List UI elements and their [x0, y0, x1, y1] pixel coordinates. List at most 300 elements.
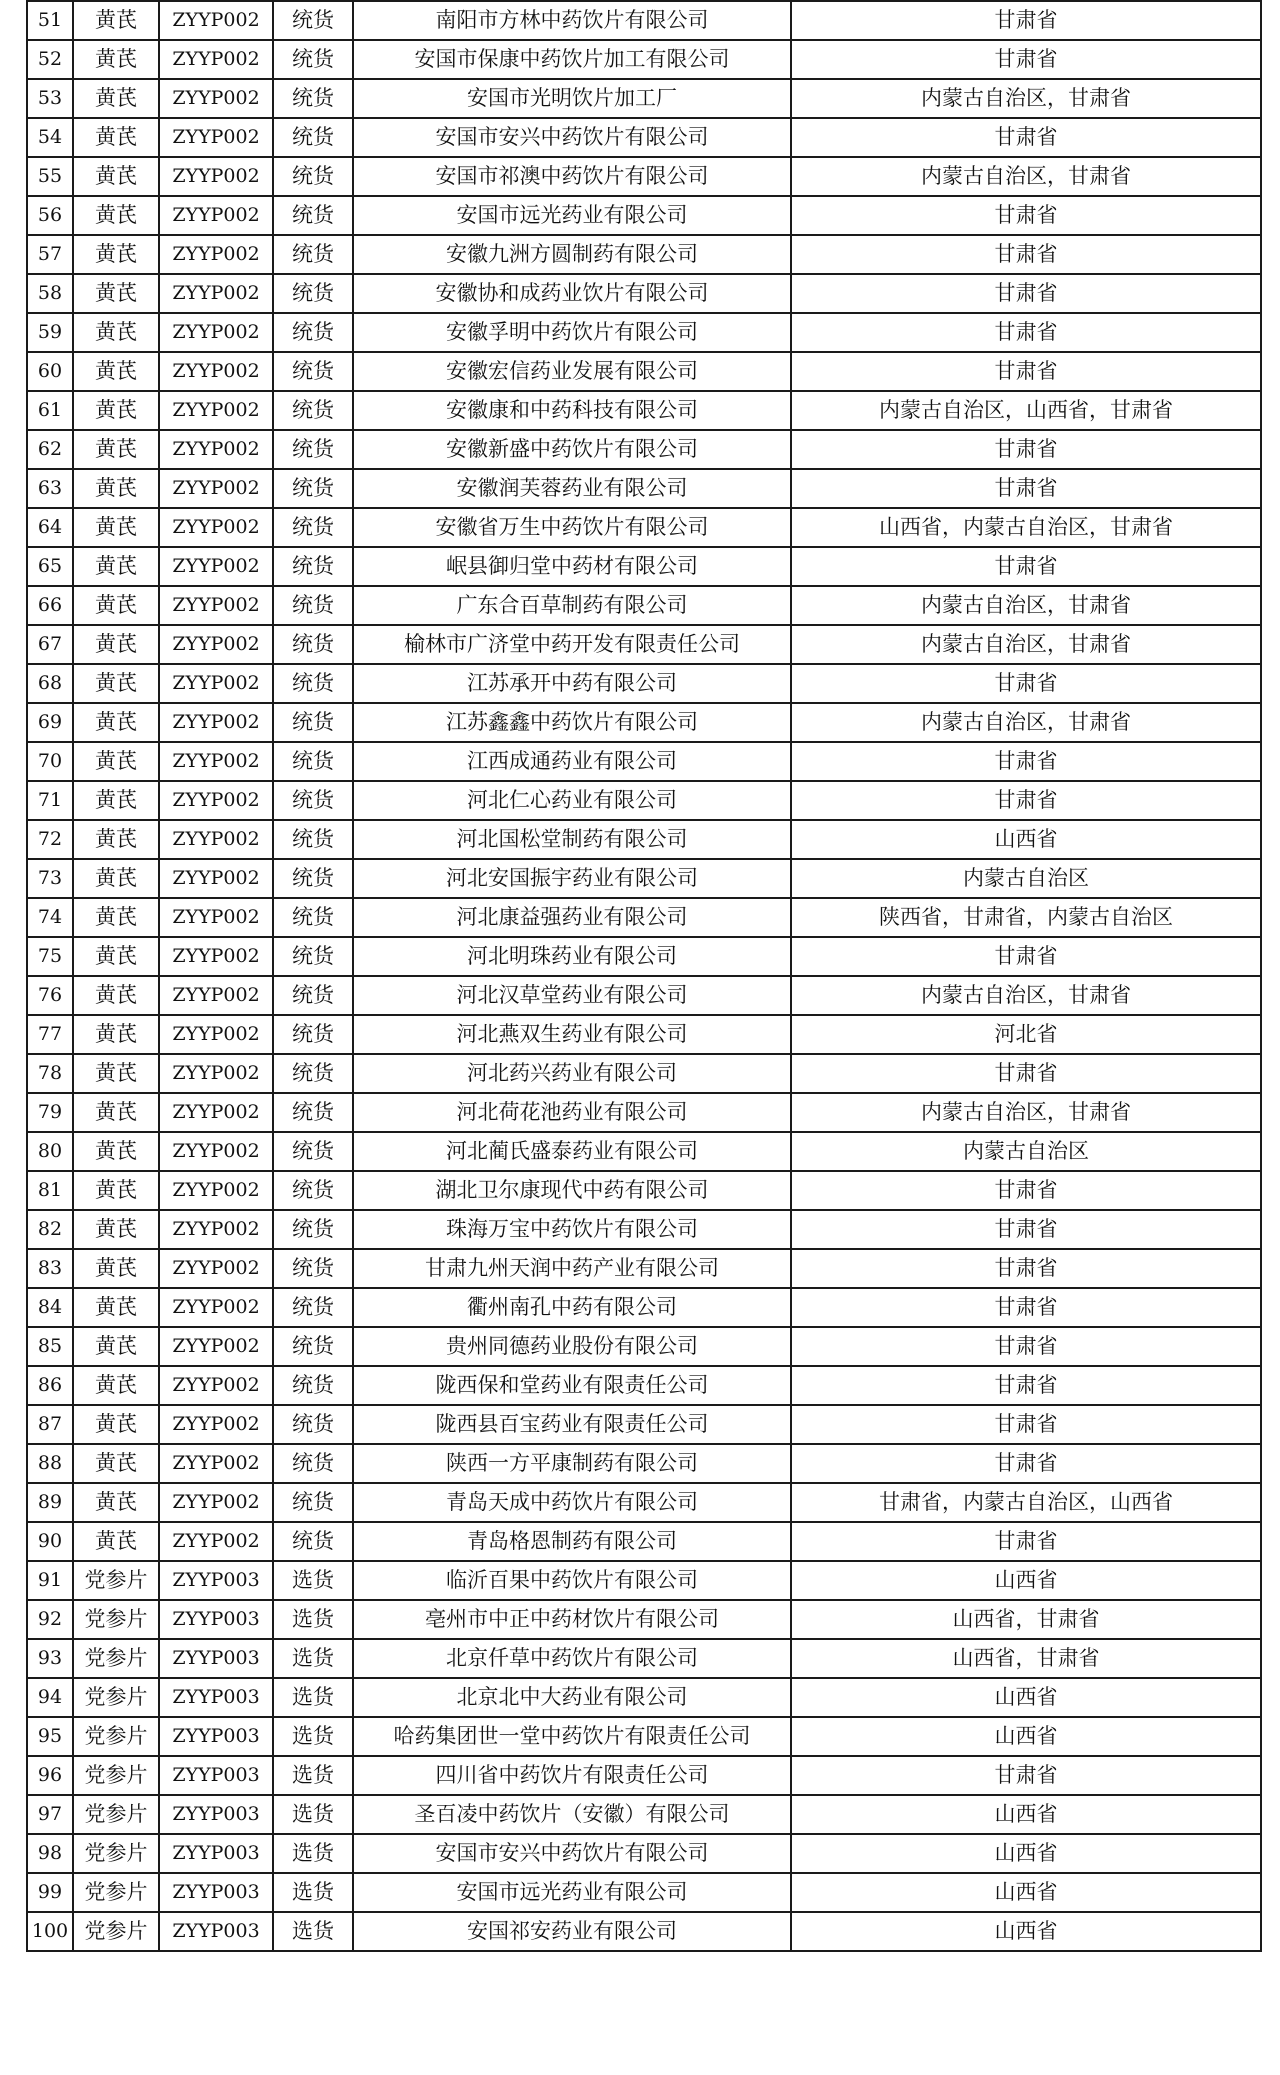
company-name-cell: 安徽宏信药业发展有限公司: [353, 352, 791, 391]
grade-type-cell: 选货: [273, 1639, 353, 1678]
row-number-cell: 77: [27, 1015, 73, 1054]
row-number-cell: 94: [27, 1678, 73, 1717]
item-code-cell: ZYYP002: [159, 1132, 273, 1171]
company-name-cell: 哈药集团世一堂中药饮片有限责任公司: [353, 1717, 791, 1756]
origin-regions-cell: 甘肃省: [791, 1327, 1261, 1366]
row-number-cell: 67: [27, 625, 73, 664]
item-code-cell: ZYYP002: [159, 625, 273, 664]
origin-regions-cell: 甘肃省: [791, 1210, 1261, 1249]
origin-regions-cell: 甘肃省: [791, 547, 1261, 586]
origin-regions-cell: 甘肃省: [791, 274, 1261, 313]
origin-regions-cell: 山西省，内蒙古自治区，甘肃省: [791, 508, 1261, 547]
item-code-cell: ZYYP002: [159, 313, 273, 352]
item-code-cell: ZYYP002: [159, 1171, 273, 1210]
company-name-cell: 安国市祁澳中药饮片有限公司: [353, 157, 791, 196]
table-row: [27, 1834, 1261, 1873]
row-number-cell: 56: [27, 196, 73, 235]
origin-regions-cell: 甘肃省: [791, 1171, 1261, 1210]
row-number-cell: 91: [27, 1561, 73, 1600]
item-name-cell: 党参片: [73, 1912, 159, 1951]
company-name-cell: 安国市保康中药饮片加工有限公司: [353, 40, 791, 79]
company-name-cell: 圣百凌中药饮片（安徽）有限公司: [353, 1795, 791, 1834]
table-row: [27, 469, 1261, 508]
item-name-cell: 黄芪: [73, 430, 159, 469]
table-row: [27, 430, 1261, 469]
item-code-cell: ZYYP003: [159, 1912, 273, 1951]
table-row: [27, 1171, 1261, 1210]
origin-regions-cell: 内蒙古自治区，甘肃省: [791, 1093, 1261, 1132]
table-row: [27, 274, 1261, 313]
grade-type-cell: 统货: [273, 508, 353, 547]
company-name-cell: 衢州南孔中药有限公司: [353, 1288, 791, 1327]
table-row: [27, 820, 1261, 859]
company-name-cell: 河北蔺氏盛泰药业有限公司: [353, 1132, 791, 1171]
company-name-cell: 河北荷花池药业有限公司: [353, 1093, 791, 1132]
table-row: [27, 1639, 1261, 1678]
origin-regions-cell: 甘肃省: [791, 196, 1261, 235]
table-row: [27, 1756, 1261, 1795]
item-name-cell: 党参片: [73, 1561, 159, 1600]
company-name-cell: 陕西一方平康制药有限公司: [353, 1444, 791, 1483]
company-name-cell: 北京仟草中药饮片有限公司: [353, 1639, 791, 1678]
item-name-cell: 党参片: [73, 1756, 159, 1795]
row-number-cell: 86: [27, 1366, 73, 1405]
company-name-cell: 安国市安兴中药饮片有限公司: [353, 118, 791, 157]
origin-regions-cell: 甘肃省: [791, 352, 1261, 391]
item-name-cell: 党参片: [73, 1639, 159, 1678]
row-number-cell: 59: [27, 313, 73, 352]
grade-type-cell: 选货: [273, 1678, 353, 1717]
data-table: [26, 0, 1262, 1952]
row-number-cell: 75: [27, 937, 73, 976]
item-code-cell: ZYYP003: [159, 1561, 273, 1600]
grade-type-cell: 统货: [273, 820, 353, 859]
table-row: [27, 586, 1261, 625]
company-name-cell: 河北康益强药业有限公司: [353, 898, 791, 937]
origin-regions-cell: 内蒙古自治区，甘肃省: [791, 976, 1261, 1015]
row-number-cell: 95: [27, 1717, 73, 1756]
table-row: [27, 781, 1261, 820]
item-name-cell: 黄芪: [73, 703, 159, 742]
item-name-cell: 黄芪: [73, 1483, 159, 1522]
item-code-cell: ZYYP003: [159, 1873, 273, 1912]
item-code-cell: ZYYP002: [159, 274, 273, 313]
origin-regions-cell: 内蒙古自治区，甘肃省: [791, 157, 1261, 196]
item-name-cell: 黄芪: [73, 1015, 159, 1054]
row-number-cell: 54: [27, 118, 73, 157]
company-name-cell: 陇西保和堂药业有限责任公司: [353, 1366, 791, 1405]
row-number-cell: 99: [27, 1873, 73, 1912]
item-name-cell: 黄芪: [73, 1054, 159, 1093]
grade-type-cell: 统货: [273, 40, 353, 79]
grade-type-cell: 统货: [273, 625, 353, 664]
row-number-cell: 79: [27, 1093, 73, 1132]
item-code-cell: ZYYP003: [159, 1795, 273, 1834]
table-row: [27, 1483, 1261, 1522]
item-code-cell: ZYYP002: [159, 1093, 273, 1132]
row-number-cell: 57: [27, 235, 73, 274]
row-number-cell: 51: [27, 1, 73, 40]
company-name-cell: 安国市远光药业有限公司: [353, 196, 791, 235]
row-number-cell: 88: [27, 1444, 73, 1483]
origin-regions-cell: 内蒙古自治区: [791, 859, 1261, 898]
grade-type-cell: 统货: [273, 1093, 353, 1132]
row-number-cell: 89: [27, 1483, 73, 1522]
item-code-cell: ZYYP002: [159, 79, 273, 118]
table-row: [27, 235, 1261, 274]
item-name-cell: 黄芪: [73, 1522, 159, 1561]
item-code-cell: ZYYP003: [159, 1639, 273, 1678]
origin-regions-cell: 陕西省，甘肃省，内蒙古自治区: [791, 898, 1261, 937]
grade-type-cell: 统货: [273, 1, 353, 40]
table-row: [27, 1366, 1261, 1405]
grade-type-cell: 统货: [273, 157, 353, 196]
company-name-cell: 河北药兴药业有限公司: [353, 1054, 791, 1093]
item-code-cell: ZYYP002: [159, 742, 273, 781]
item-name-cell: 黄芪: [73, 508, 159, 547]
company-name-cell: 安徽省万生中药饮片有限公司: [353, 508, 791, 547]
item-code-cell: ZYYP003: [159, 1600, 273, 1639]
table-row: [27, 1015, 1261, 1054]
item-name-cell: 黄芪: [73, 235, 159, 274]
row-number-cell: 71: [27, 781, 73, 820]
table-row: [27, 1444, 1261, 1483]
item-name-cell: 党参片: [73, 1834, 159, 1873]
row-number-cell: 62: [27, 430, 73, 469]
table-row: [27, 313, 1261, 352]
item-name-cell: 黄芪: [73, 118, 159, 157]
company-name-cell: 江苏鑫鑫中药饮片有限公司: [353, 703, 791, 742]
row-number-cell: 66: [27, 586, 73, 625]
table-row: [27, 157, 1261, 196]
grade-type-cell: 统货: [273, 79, 353, 118]
row-number-cell: 87: [27, 1405, 73, 1444]
item-code-cell: ZYYP002: [159, 1210, 273, 1249]
item-code-cell: ZYYP002: [159, 1522, 273, 1561]
table-row: [27, 664, 1261, 703]
item-name-cell: 黄芪: [73, 40, 159, 79]
item-name-cell: 黄芪: [73, 781, 159, 820]
grade-type-cell: 统货: [273, 313, 353, 352]
grade-type-cell: 统货: [273, 1483, 353, 1522]
item-code-cell: ZYYP003: [159, 1756, 273, 1795]
company-name-cell: 南阳市方林中药饮片有限公司: [353, 1, 791, 40]
origin-regions-cell: 山西省: [791, 1873, 1261, 1912]
grade-type-cell: 统货: [273, 1444, 353, 1483]
item-code-cell: ZYYP002: [159, 1444, 273, 1483]
origin-regions-cell: 甘肃省: [791, 1444, 1261, 1483]
table-row: [27, 1795, 1261, 1834]
item-name-cell: 黄芪: [73, 1210, 159, 1249]
row-number-cell: 93: [27, 1639, 73, 1678]
row-number-cell: 97: [27, 1795, 73, 1834]
item-code-cell: ZYYP002: [159, 235, 273, 274]
grade-type-cell: 统货: [273, 664, 353, 703]
row-number-cell: 74: [27, 898, 73, 937]
row-number-cell: 61: [27, 391, 73, 430]
item-code-cell: ZYYP002: [159, 469, 273, 508]
table-row: [27, 352, 1261, 391]
grade-type-cell: 统货: [273, 1210, 353, 1249]
table-row: [27, 703, 1261, 742]
grade-type-cell: 选货: [273, 1756, 353, 1795]
row-number-cell: 81: [27, 1171, 73, 1210]
grade-type-cell: 统货: [273, 1171, 353, 1210]
company-name-cell: 青岛天成中药饮片有限公司: [353, 1483, 791, 1522]
origin-regions-cell: 甘肃省: [791, 313, 1261, 352]
company-name-cell: 河北明珠药业有限公司: [353, 937, 791, 976]
grade-type-cell: 统货: [273, 1366, 353, 1405]
company-name-cell: 安徽康和中药科技有限公司: [353, 391, 791, 430]
row-number-cell: 100: [27, 1912, 73, 1951]
item-code-cell: ZYYP002: [159, 196, 273, 235]
company-name-cell: 榆林市广济堂中药开发有限责任公司: [353, 625, 791, 664]
item-code-cell: ZYYP002: [159, 1054, 273, 1093]
table-row: [27, 1717, 1261, 1756]
origin-regions-cell: 甘肃省: [791, 1249, 1261, 1288]
table-row: [27, 1327, 1261, 1366]
company-name-cell: 河北燕双生药业有限公司: [353, 1015, 791, 1054]
row-number-cell: 53: [27, 79, 73, 118]
item-code-cell: ZYYP002: [159, 1249, 273, 1288]
grade-type-cell: 统货: [273, 235, 353, 274]
item-name-cell: 党参片: [73, 1873, 159, 1912]
item-code-cell: ZYYP002: [159, 118, 273, 157]
company-name-cell: 青岛格恩制药有限公司: [353, 1522, 791, 1561]
company-name-cell: 河北国松堂制药有限公司: [353, 820, 791, 859]
row-number-cell: 60: [27, 352, 73, 391]
company-name-cell: 岷县御归堂中药材有限公司: [353, 547, 791, 586]
grade-type-cell: 统货: [273, 1249, 353, 1288]
item-code-cell: ZYYP002: [159, 703, 273, 742]
company-name-cell: 湖北卫尔康现代中药有限公司: [353, 1171, 791, 1210]
table-row: [27, 118, 1261, 157]
grade-type-cell: 统货: [273, 352, 353, 391]
item-code-cell: ZYYP002: [159, 40, 273, 79]
origin-regions-cell: 甘肃省: [791, 664, 1261, 703]
item-code-cell: ZYYP002: [159, 937, 273, 976]
grade-type-cell: 选货: [273, 1873, 353, 1912]
origin-regions-cell: 山西省: [791, 1717, 1261, 1756]
company-name-cell: 安徽润芙蓉药业有限公司: [353, 469, 791, 508]
item-code-cell: ZYYP002: [159, 1405, 273, 1444]
origin-regions-cell: 内蒙古自治区，甘肃省: [791, 703, 1261, 742]
company-name-cell: 河北汉草堂药业有限公司: [353, 976, 791, 1015]
origin-regions-cell: 山西省，甘肃省: [791, 1600, 1261, 1639]
table-row: [27, 859, 1261, 898]
origin-regions-cell: 内蒙古自治区，甘肃省: [791, 79, 1261, 118]
item-code-cell: ZYYP002: [159, 430, 273, 469]
company-name-cell: 安徽孚明中药饮片有限公司: [353, 313, 791, 352]
item-code-cell: ZYYP002: [159, 1366, 273, 1405]
company-name-cell: 陇西县百宝药业有限责任公司: [353, 1405, 791, 1444]
company-name-cell: 甘肃九州天润中药产业有限公司: [353, 1249, 791, 1288]
table-row: [27, 937, 1261, 976]
origin-regions-cell: 甘肃省: [791, 937, 1261, 976]
item-code-cell: ZYYP003: [159, 1678, 273, 1717]
table-row: [27, 1249, 1261, 1288]
item-code-cell: ZYYP002: [159, 508, 273, 547]
origin-regions-cell: 甘肃省，内蒙古自治区，山西省: [791, 1483, 1261, 1522]
grade-type-cell: 统货: [273, 1288, 353, 1327]
item-name-cell: 黄芪: [73, 1444, 159, 1483]
origin-regions-cell: 内蒙古自治区，甘肃省: [791, 586, 1261, 625]
origin-regions-cell: 甘肃省: [791, 118, 1261, 157]
grade-type-cell: 统货: [273, 898, 353, 937]
table-row: [27, 1288, 1261, 1327]
row-number-cell: 65: [27, 547, 73, 586]
origin-regions-cell: 山西省: [791, 1912, 1261, 1951]
grade-type-cell: 选货: [273, 1600, 353, 1639]
grade-type-cell: 选货: [273, 1561, 353, 1600]
table-row: [27, 391, 1261, 430]
item-name-cell: 黄芪: [73, 1171, 159, 1210]
table-row: [27, 79, 1261, 118]
item-name-cell: 黄芪: [73, 352, 159, 391]
company-name-cell: 亳州市中正中药材饮片有限公司: [353, 1600, 791, 1639]
item-name-cell: 黄芪: [73, 1, 159, 40]
row-number-cell: 68: [27, 664, 73, 703]
item-name-cell: 黄芪: [73, 1132, 159, 1171]
grade-type-cell: 统货: [273, 1132, 353, 1171]
item-name-cell: 党参片: [73, 1600, 159, 1639]
table-row: [27, 508, 1261, 547]
company-name-cell: 安徽新盛中药饮片有限公司: [353, 430, 791, 469]
table-row: [27, 1210, 1261, 1249]
origin-regions-cell: 山西省: [791, 820, 1261, 859]
item-code-cell: ZYYP002: [159, 157, 273, 196]
table-row: [27, 1405, 1261, 1444]
item-name-cell: 黄芪: [73, 1405, 159, 1444]
grade-type-cell: 统货: [273, 1522, 353, 1561]
item-code-cell: ZYYP002: [159, 1483, 273, 1522]
item-name-cell: 黄芪: [73, 742, 159, 781]
table-row: [27, 742, 1261, 781]
row-number-cell: 76: [27, 976, 73, 1015]
item-name-cell: 黄芪: [73, 586, 159, 625]
row-number-cell: 63: [27, 469, 73, 508]
grade-type-cell: 统货: [273, 742, 353, 781]
company-name-cell: 河北安国振宇药业有限公司: [353, 859, 791, 898]
row-number-cell: 70: [27, 742, 73, 781]
origin-regions-cell: 甘肃省: [791, 1366, 1261, 1405]
item-code-cell: ZYYP002: [159, 547, 273, 586]
item-code-cell: ZYYP002: [159, 1327, 273, 1366]
grade-type-cell: 统货: [273, 196, 353, 235]
origin-regions-cell: 河北省: [791, 1015, 1261, 1054]
grade-type-cell: 统货: [273, 1405, 353, 1444]
grade-type-cell: 统货: [273, 118, 353, 157]
table-row: [27, 1678, 1261, 1717]
item-name-cell: 黄芪: [73, 469, 159, 508]
item-name-cell: 黄芪: [73, 859, 159, 898]
grade-type-cell: 统货: [273, 430, 353, 469]
origin-regions-cell: 甘肃省: [791, 1054, 1261, 1093]
row-number-cell: 98: [27, 1834, 73, 1873]
grade-type-cell: 统货: [273, 1054, 353, 1093]
company-name-cell: 珠海万宝中药饮片有限公司: [353, 1210, 791, 1249]
item-code-cell: ZYYP002: [159, 1015, 273, 1054]
company-name-cell: 北京北中大药业有限公司: [353, 1678, 791, 1717]
origin-regions-cell: 甘肃省: [791, 235, 1261, 274]
company-name-cell: 安徽协和成药业饮片有限公司: [353, 274, 791, 313]
origin-regions-cell: 内蒙古自治区: [791, 1132, 1261, 1171]
item-name-cell: 黄芪: [73, 1288, 159, 1327]
item-name-cell: 党参片: [73, 1678, 159, 1717]
row-number-cell: 96: [27, 1756, 73, 1795]
table-row: [27, 976, 1261, 1015]
origin-regions-cell: 山西省，甘肃省: [791, 1639, 1261, 1678]
grade-type-cell: 统货: [273, 703, 353, 742]
origin-regions-cell: 甘肃省: [791, 1288, 1261, 1327]
company-name-cell: 安国市安兴中药饮片有限公司: [353, 1834, 791, 1873]
table-row: [27, 1522, 1261, 1561]
row-number-cell: 85: [27, 1327, 73, 1366]
company-name-cell: 江苏承开中药有限公司: [353, 664, 791, 703]
row-number-cell: 80: [27, 1132, 73, 1171]
item-name-cell: 黄芪: [73, 313, 159, 352]
row-number-cell: 58: [27, 274, 73, 313]
item-name-cell: 黄芪: [73, 79, 159, 118]
grade-type-cell: 统货: [273, 859, 353, 898]
company-name-cell: 安徽九洲方圆制药有限公司: [353, 235, 791, 274]
row-number-cell: 73: [27, 859, 73, 898]
table-row: [27, 1054, 1261, 1093]
row-number-cell: 72: [27, 820, 73, 859]
origin-regions-cell: 甘肃省: [791, 1, 1261, 40]
row-number-cell: 92: [27, 1600, 73, 1639]
grade-type-cell: 选货: [273, 1795, 353, 1834]
item-name-cell: 黄芪: [73, 547, 159, 586]
item-code-cell: ZYYP003: [159, 1717, 273, 1756]
item-name-cell: 黄芪: [73, 1327, 159, 1366]
table-row: [27, 1873, 1261, 1912]
item-name-cell: 黄芪: [73, 976, 159, 1015]
item-code-cell: ZYYP002: [159, 352, 273, 391]
grade-type-cell: 选货: [273, 1834, 353, 1873]
item-name-cell: 黄芪: [73, 391, 159, 430]
item-name-cell: 黄芪: [73, 625, 159, 664]
item-name-cell: 黄芪: [73, 664, 159, 703]
row-number-cell: 55: [27, 157, 73, 196]
company-name-cell: 安国祁安药业有限公司: [353, 1912, 791, 1951]
item-name-cell: 黄芪: [73, 196, 159, 235]
grade-type-cell: 统货: [273, 1015, 353, 1054]
item-code-cell: ZYYP003: [159, 1834, 273, 1873]
origin-regions-cell: 山西省: [791, 1561, 1261, 1600]
row-number-cell: 78: [27, 1054, 73, 1093]
item-code-cell: ZYYP002: [159, 1, 273, 40]
company-name-cell: 江西成通药业有限公司: [353, 742, 791, 781]
grade-type-cell: 统货: [273, 391, 353, 430]
table-row: [27, 1561, 1261, 1600]
table-row: [27, 196, 1261, 235]
origin-regions-cell: 甘肃省: [791, 1522, 1261, 1561]
item-code-cell: ZYYP002: [159, 976, 273, 1015]
grade-type-cell: 统货: [273, 586, 353, 625]
table-row: [27, 898, 1261, 937]
item-name-cell: 黄芪: [73, 1366, 159, 1405]
company-name-cell: 临沂百果中药饮片有限公司: [353, 1561, 791, 1600]
row-number-cell: 52: [27, 40, 73, 79]
grade-type-cell: 统货: [273, 976, 353, 1015]
item-code-cell: ZYYP002: [159, 664, 273, 703]
item-name-cell: 党参片: [73, 1717, 159, 1756]
row-number-cell: 64: [27, 508, 73, 547]
row-number-cell: 83: [27, 1249, 73, 1288]
origin-regions-cell: 山西省: [791, 1795, 1261, 1834]
table-body: [27, 1, 1261, 1951]
